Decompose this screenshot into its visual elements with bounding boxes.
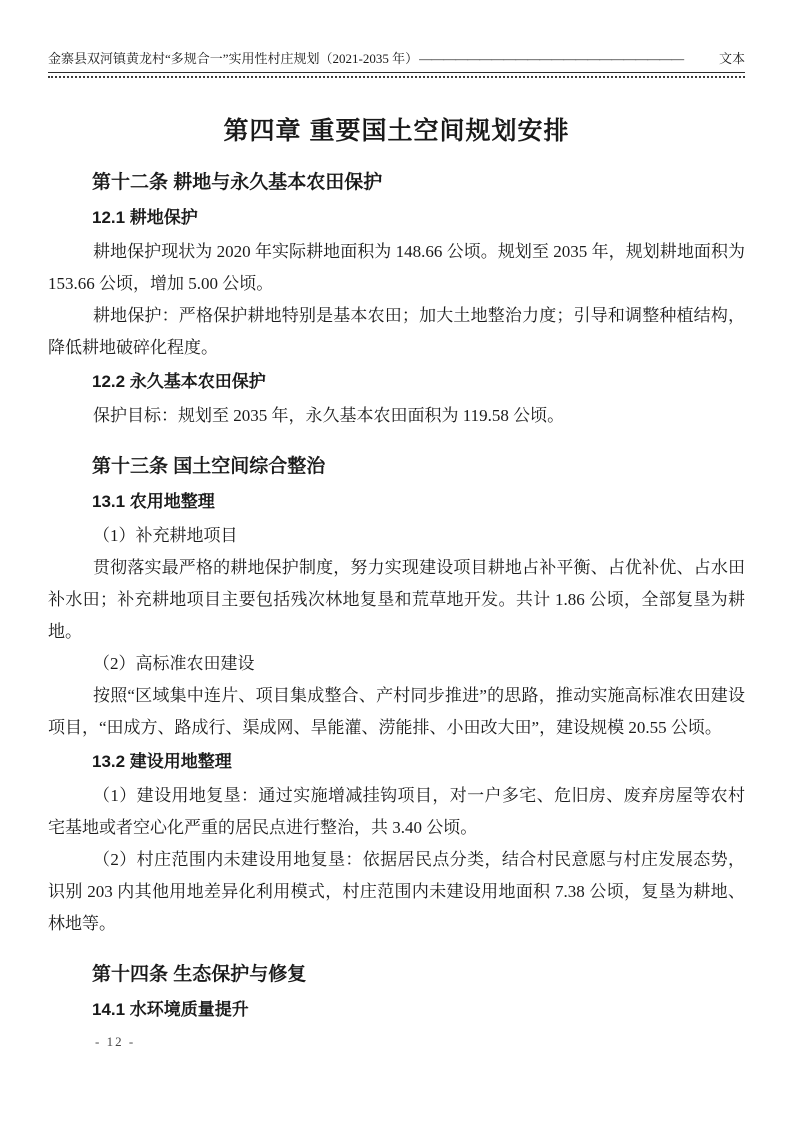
paragraph: 贯彻落实最严格的耕地保护制度，努力实现建设项目耕地占补平衡、占优补优、占水田补水田；补充耕地项目主要包括残次林地复垦和荒草地开发。共计 1.86 公顷，全部复垦为耕地。 [48,558,745,641]
header-doc-type-label: 文本 [718,51,745,66]
chapter-heading: 第四章 重要国土空间规划安排 [223,117,570,145]
page-footer [95,1033,135,1051]
list-item-paragraph: （2）高标准农田建设 [93,654,255,673]
paragraph: 保护目标：规划至 2035 年，永久基本农田面积为 119.58 公顷。 [93,406,565,425]
header-dash-separator: —————————————————————— [419,51,684,66]
paragraph: 按照“区域集中连片、项目集成整合、产村同步推进”的思路，推动实施高标准农田建设项目，“田成方、路成行、渠成网、旱能灌、涝能排、小田改大田”，建设规模 20.55 公顷。 [48,686,745,737]
subsection-heading: 13.2 建设用地整理 [92,752,232,771]
list-item-paragraph: （2）村庄范围内未建设用地复垦：依据居民点分类，结合村民意愿与村庄发展态势，识别 203 内其他用地差异化利用模式，村庄范围内未建设用地面积 7.38 公顷，复垦为耕地、林地等。 [48,850,745,933]
paragraph: 耕地保护：严格保护耕地特别是基本农田；加大土地整治力度；引导和调整种植结构，降低耕地破碎化程度。 [48,306,745,357]
list-item-paragraph: （1）建设用地复垦：通过实施增减挂钩项目，对一户多宅、危旧房、废弃房屋等农村宅基地或者空心化严重的居民点进行整治，共 3.40 公顷。 [48,786,745,837]
subsection-heading: 12.2 永久基本农田保护 [92,372,266,391]
subsection-heading: 14.1 水环境质量提升 [92,1000,249,1019]
page-header [48,50,745,78]
header-line [48,50,745,72]
header-rule-solid [48,72,745,73]
header-document-title: 金寨县双河镇黄龙村“多规合一”实用性村庄规划（2021-2035 年） [48,51,419,66]
page-number: - 12 - [95,1034,136,1049]
document-body [48,100,745,1028]
subsection-heading: 12.1 耕地保护 [92,208,198,227]
subsection-heading: 13.1 农用地整理 [92,492,215,511]
header-rule-dotted [48,76,745,78]
list-item-paragraph: （1）补充耕地项目 [93,526,238,545]
section-heading: 第十四条 生态保护与修复 [92,964,307,985]
section-heading: 第十三条 国土空间综合整治 [92,456,326,477]
section-heading: 第十二条 耕地与永久基本农田保护 [92,172,383,193]
paragraph: 耕地保护现状为 2020 年实际耕地面积为 148.66 公顷。规划至 2035 年，规划耕地面积为 153.66 公顷，增加 5.00 公顷。 [48,242,745,293]
